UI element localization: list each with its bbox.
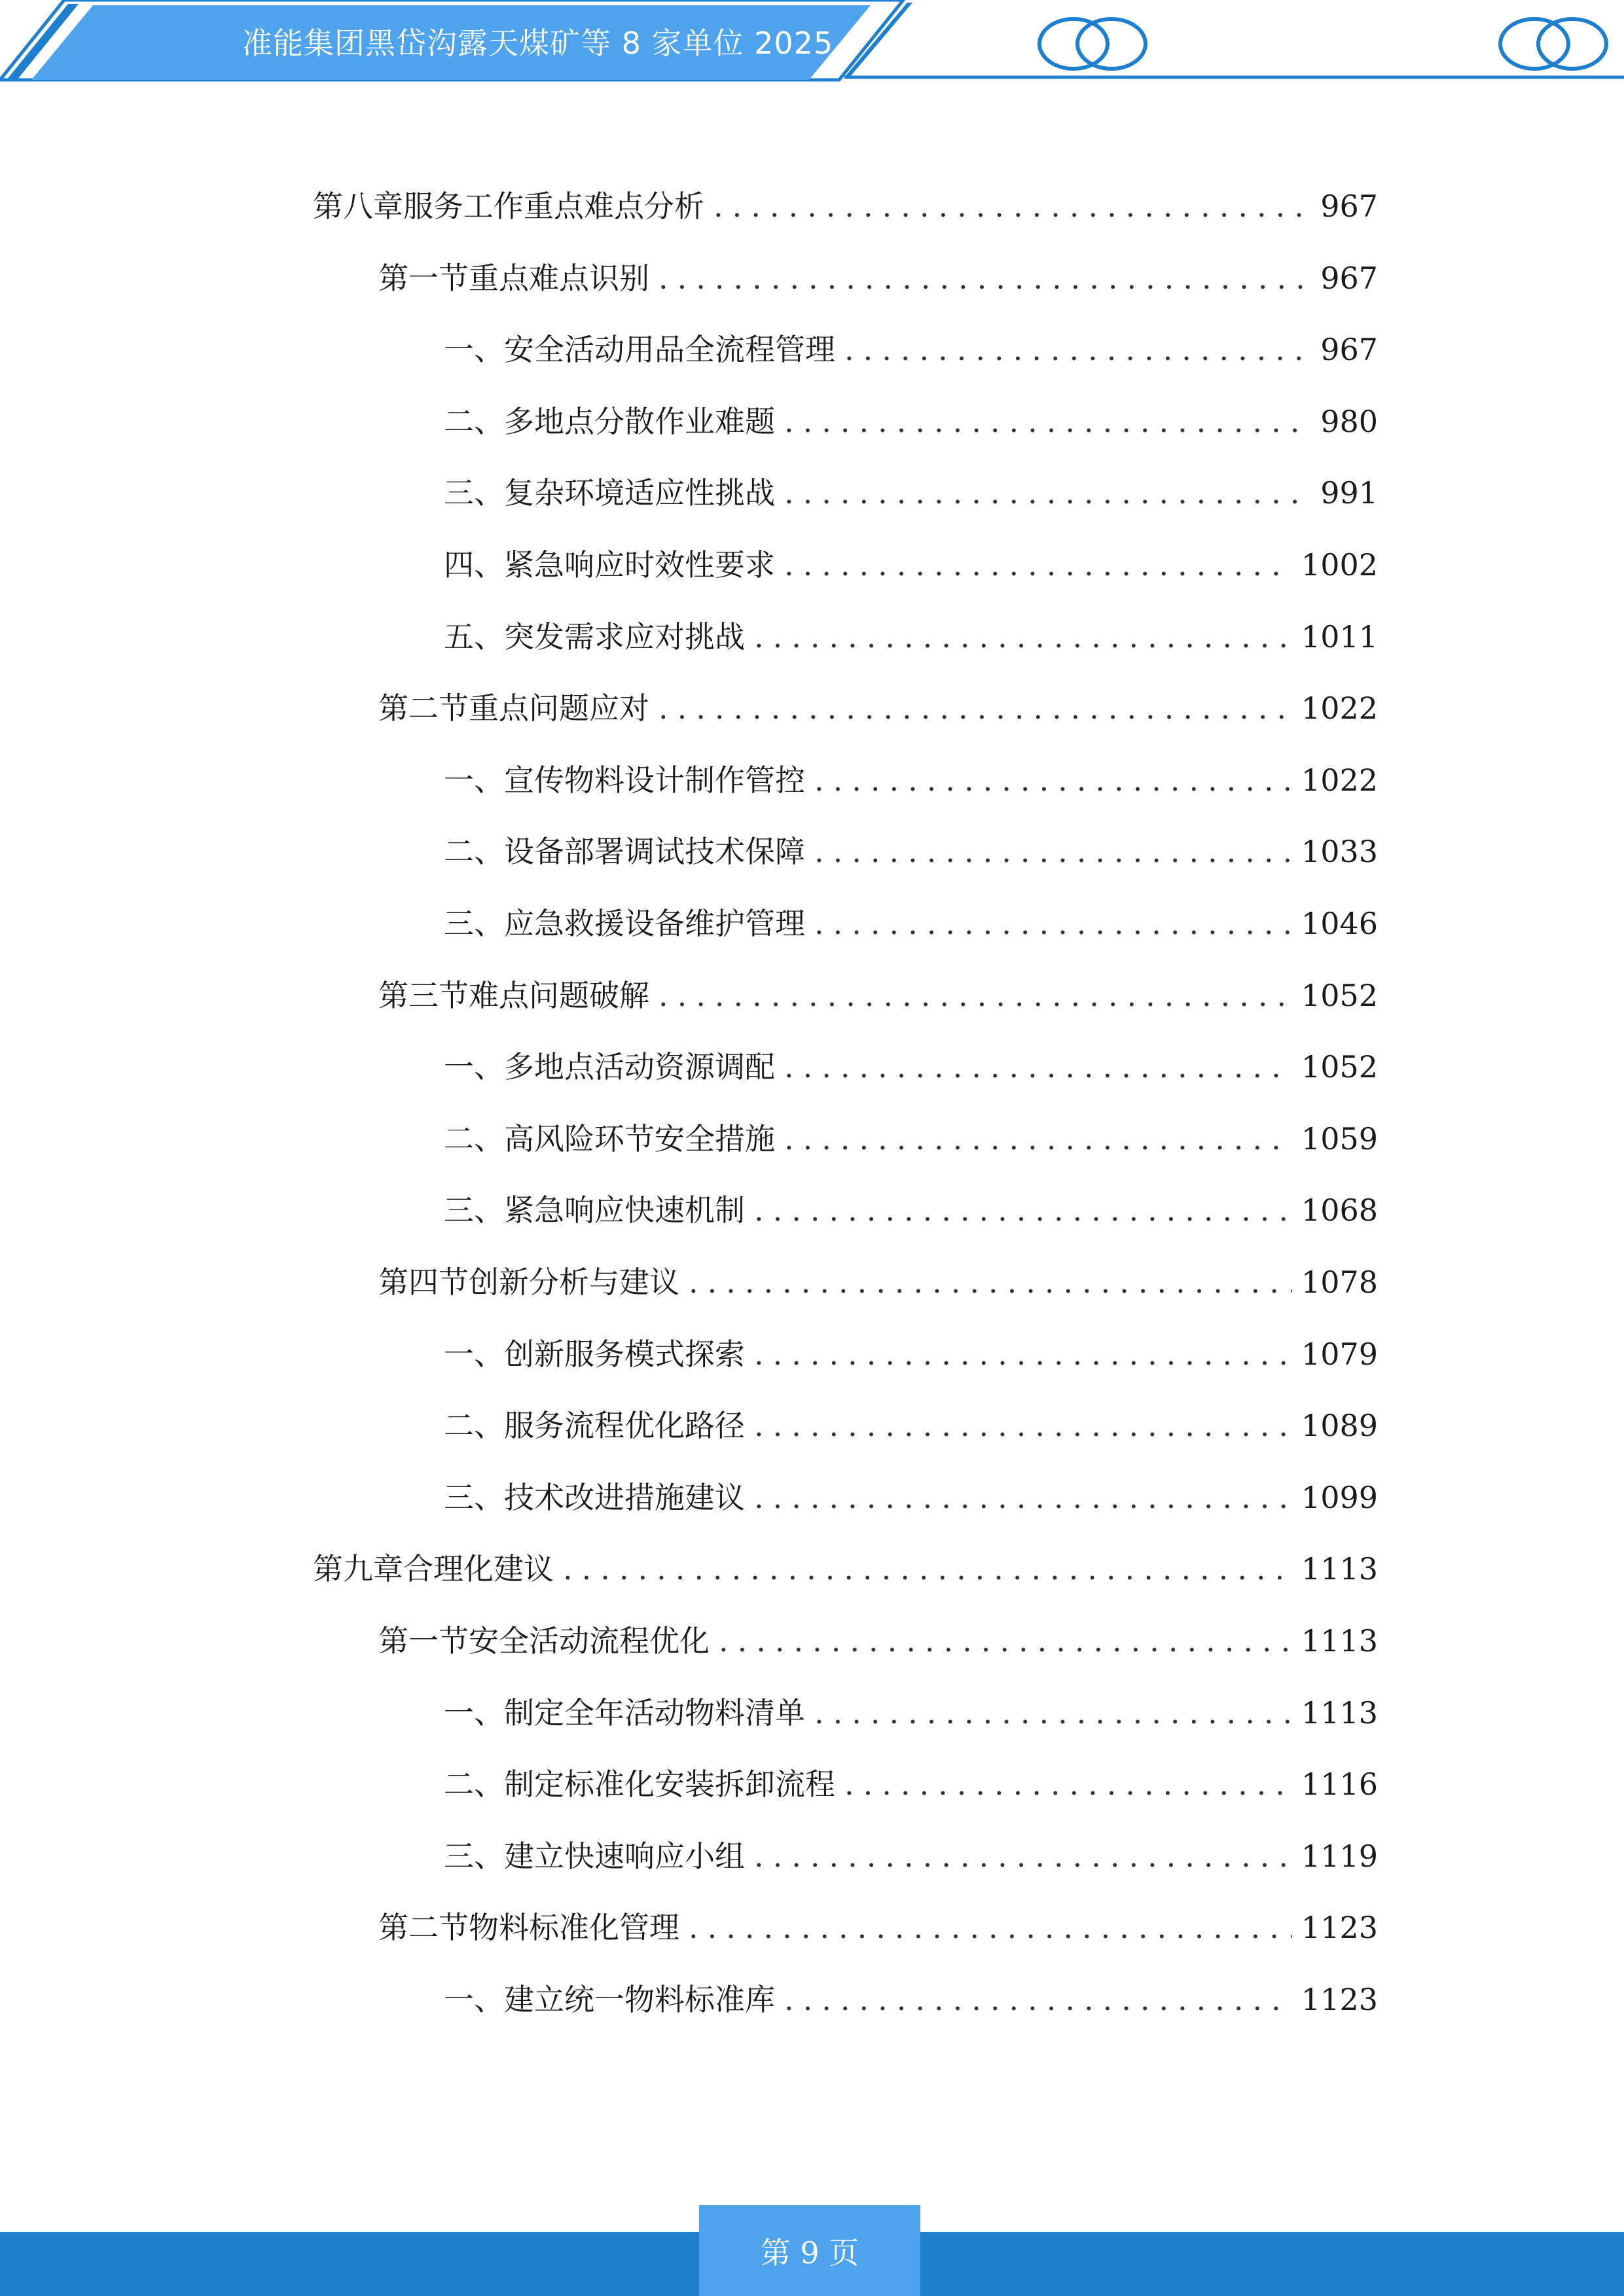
toc-entry-number: 二、	[444, 834, 504, 870]
toc-dot-leader	[814, 829, 1292, 874]
toc-entry-page: 1046	[1301, 906, 1378, 941]
toc-dot-leader	[784, 1044, 1292, 1090]
toc-entry-title: 创新分析与建议	[469, 1265, 679, 1300]
toc-entry-title: 建立快速响应小组	[504, 1838, 745, 1874]
toc-entry[interactable]	[444, 757, 1378, 803]
toc-entry-title: 技术改进措施建议	[504, 1479, 745, 1515]
toc-entry-page: 1022	[1301, 762, 1378, 798]
toc-entry-title: 创新服务模式探索	[504, 1336, 745, 1372]
toc-entry-number: 第八章	[313, 188, 403, 224]
toc-entry-page: 1123	[1301, 1910, 1378, 1946]
toc-entry[interactable]	[444, 1403, 1378, 1448]
toc-entry-title: 高风险环节安全措施	[504, 1121, 775, 1157]
toc-entry-page: 1052	[1301, 977, 1378, 1013]
toc-entry-title: 突发需求应对挑战	[504, 619, 745, 655]
toc-entry-title: 安全活动用品全流程管理	[504, 332, 835, 368]
toc-entry[interactable]	[444, 399, 1378, 444]
toc-entry[interactable]	[444, 1331, 1378, 1377]
toc-entry[interactable]	[444, 327, 1378, 372]
toc-dot-leader	[844, 327, 1311, 372]
toc-entry[interactable]	[378, 973, 1378, 1018]
toc-entry-title: 紧急响应时效性要求	[504, 547, 775, 583]
toc-dot-leader	[754, 1833, 1292, 1879]
toc-entry-page: 991	[1320, 475, 1378, 511]
toc-entry-page: 1079	[1301, 1336, 1378, 1372]
toc-entry-page: 1113	[1301, 1623, 1378, 1659]
toc-entry-page: 1068	[1301, 1193, 1378, 1229]
toc-entry[interactable]	[444, 1116, 1378, 1162]
toc-entry-number: 三、	[444, 475, 504, 511]
toc-entry-number: 一、	[444, 1336, 504, 1372]
toc-dot-leader	[689, 1905, 1292, 1950]
toc-entry-title: 宣传物料设计制作管控	[504, 762, 805, 798]
toc-entry-title: 多地点分散作业难题	[504, 403, 775, 439]
toc-entry-page: 1113	[1301, 1695, 1378, 1731]
toc-entry-page: 1116	[1301, 1767, 1378, 1803]
toc-entry-page: 1059	[1301, 1121, 1378, 1157]
toc-entry-page: 1002	[1301, 547, 1378, 583]
toc-entry-number: 第九章	[313, 1551, 403, 1587]
toc-entry[interactable]	[378, 1259, 1378, 1305]
toc-dot-leader	[754, 614, 1292, 660]
toc-entry[interactable]	[444, 1977, 1378, 2022]
toc-entry-title: 多地点活动资源调配	[504, 1049, 775, 1085]
toc-entry-number: 一、	[444, 1049, 504, 1085]
toc-entry-number: 一、	[444, 762, 504, 798]
toc-entry-page: 1089	[1301, 1408, 1378, 1444]
toc-entry-page: 967	[1320, 260, 1378, 296]
toc-dot-leader	[784, 470, 1311, 516]
toc-entry-number: 第一节	[378, 1623, 469, 1659]
toc-entry[interactable]	[444, 829, 1378, 874]
toc-entry-number: 三、	[444, 1838, 504, 1874]
toc-entry-number: 第二节	[378, 691, 469, 726]
toc-entry-page: 1119	[1301, 1838, 1378, 1874]
toc-dot-leader	[844, 1761, 1292, 1807]
toc-entry-title: 应急救援设备维护管理	[504, 906, 805, 941]
toc-dot-leader	[754, 1331, 1292, 1377]
toc-dot-leader	[719, 1618, 1292, 1664]
toc-entry-title: 合理化建议	[403, 1551, 554, 1587]
toc-entry-page: 1123	[1301, 1982, 1378, 2017]
toc-entry-number: 二、	[444, 1121, 504, 1157]
double-ring-logo-icon	[1034, 14, 1152, 73]
toc-entry-number: 三、	[444, 1479, 504, 1515]
toc-entry[interactable]	[444, 1475, 1378, 1520]
toc-dot-leader	[563, 1546, 1292, 1592]
toc-entry-page: 1113	[1301, 1551, 1378, 1587]
toc-entry-page: 1011	[1301, 619, 1378, 655]
toc-entry[interactable]	[313, 183, 1378, 229]
toc-dot-leader	[659, 685, 1292, 731]
toc-entry[interactable]	[444, 542, 1378, 588]
toc-entry-page: 967	[1320, 332, 1378, 368]
toc-entry-title: 重点难点识别	[469, 260, 649, 296]
toc-entry-page: 980	[1320, 403, 1378, 439]
toc-entry-page: 1099	[1301, 1479, 1378, 1515]
toc-entry-title: 设备部署调试技术保障	[504, 834, 805, 870]
toc-entry-number: 三、	[444, 1193, 504, 1229]
toc-dot-leader	[784, 1116, 1292, 1162]
toc-entry-number: 一、	[444, 1695, 504, 1731]
toc-entry-number: 一、	[444, 1982, 504, 2017]
toc-entry-title: 紧急响应快速机制	[504, 1193, 745, 1229]
toc-entry[interactable]	[313, 1546, 1378, 1592]
toc-dot-leader	[814, 901, 1292, 946]
toc-entry[interactable]	[444, 1690, 1378, 1736]
toc-dot-leader	[754, 1187, 1292, 1233]
toc-entry-title: 建立统一物料标准库	[504, 1982, 775, 2017]
toc-entry-title: 制定全年活动物料清单	[504, 1695, 805, 1731]
toc-dot-leader	[754, 1403, 1292, 1448]
toc-entry-number: 三、	[444, 906, 504, 941]
toc-dot-leader	[784, 1977, 1292, 2022]
toc-dot-leader	[784, 542, 1292, 588]
toc-entry[interactable]	[378, 1618, 1378, 1664]
toc-dot-leader	[814, 1690, 1292, 1736]
toc-dot-leader	[814, 757, 1292, 803]
toc-entry-page: 1052	[1301, 1049, 1378, 1085]
toc-entry[interactable]	[444, 470, 1378, 516]
toc-dot-leader	[689, 1259, 1292, 1305]
page-header	[0, 0, 1624, 85]
toc-entry-number: 一、	[444, 332, 504, 368]
toc-entry-page: 1078	[1301, 1265, 1378, 1300]
page-number: 第 9 页	[699, 2205, 920, 2296]
toc-entry-number: 五、	[444, 619, 504, 655]
toc-dot-leader	[754, 1475, 1292, 1520]
toc-entry[interactable]	[378, 255, 1378, 301]
toc-entry-number: 第三节	[378, 977, 469, 1013]
double-ring-logo-icon	[1495, 14, 1613, 73]
toc-dot-leader	[784, 399, 1311, 444]
toc-entry-title: 制定标准化安装拆卸流程	[504, 1767, 835, 1803]
toc-entry-title: 物料标准化管理	[469, 1910, 679, 1946]
toc-entry[interactable]	[378, 685, 1378, 731]
toc-entry[interactable]	[444, 614, 1378, 660]
toc-entry[interactable]	[444, 901, 1378, 946]
toc-entry-title: 服务流程优化路径	[504, 1408, 745, 1444]
toc-entry-number: 第二节	[378, 1910, 469, 1946]
toc-entry-title: 重点问题应对	[469, 691, 649, 726]
toc-entry-number: 第一节	[378, 260, 469, 296]
toc-dot-leader	[659, 973, 1292, 1018]
toc-entry[interactable]	[444, 1833, 1378, 1879]
toc-entry-title: 服务工作重点难点分析	[403, 188, 704, 224]
toc-entry-title: 难点问题破解	[469, 977, 649, 1013]
toc-entry-number: 二、	[444, 1767, 504, 1803]
toc-entry-number: 第四节	[378, 1265, 469, 1300]
toc-entry-number: 二、	[444, 1408, 504, 1444]
toc-entry[interactable]	[378, 1905, 1378, 1950]
toc-entry-page: 1022	[1301, 691, 1378, 726]
toc-dot-leader	[713, 183, 1311, 229]
toc-entry-number: 四、	[444, 547, 504, 583]
toc-entry-title: 安全活动流程优化	[469, 1623, 710, 1659]
header-title: 准能集团黑岱沟露天煤矿等 8 家单位 2025	[242, 26, 834, 61]
toc-entry[interactable]	[444, 1187, 1378, 1233]
toc-entry-page: 1033	[1301, 834, 1378, 870]
toc-entry[interactable]	[444, 1761, 1378, 1807]
toc-entry[interactable]	[444, 1044, 1378, 1090]
toc-entry-number: 二、	[444, 403, 504, 439]
toc-dot-leader	[659, 255, 1311, 301]
toc-entry-page: 967	[1320, 188, 1378, 224]
toc-entry-title: 复杂环境适应性挑战	[504, 475, 775, 511]
